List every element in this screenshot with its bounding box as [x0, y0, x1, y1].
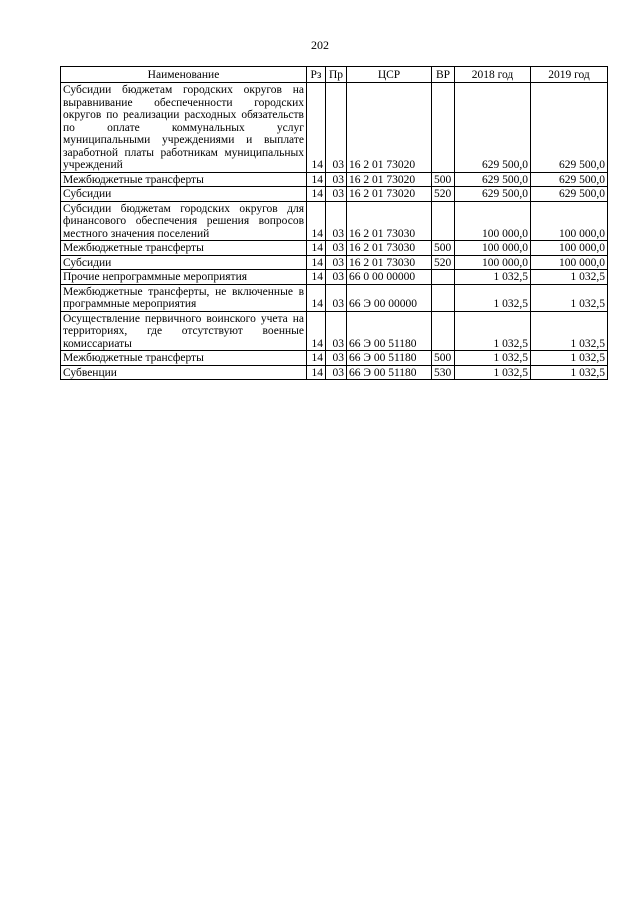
cell-2019: 1 032,5: [531, 311, 608, 351]
cell-pr: 03: [326, 83, 347, 173]
cell-csr: 16 2 01 73020: [347, 172, 432, 187]
cell-2018: 629 500,0: [455, 83, 531, 173]
cell-rz: 14: [307, 311, 326, 351]
header-name: Наименование: [61, 67, 307, 83]
header-csr: ЦСР: [347, 67, 432, 83]
cell-vr: 500: [432, 241, 455, 256]
cell-rz: 14: [307, 172, 326, 187]
cell-pr: 03: [326, 201, 347, 241]
header-rz: Рз: [307, 67, 326, 83]
table-header-row: [61, 67, 608, 83]
cell-2018: 1 032,5: [455, 270, 531, 285]
page-number: 202: [311, 38, 329, 52]
cell-2018: 1 032,5: [455, 365, 531, 380]
cell-vr: 500: [432, 351, 455, 366]
cell-name: Субвенции: [61, 365, 307, 380]
cell-2019: 100 000,0: [531, 255, 608, 270]
cell-csr: 66 Э 00 51180: [347, 351, 432, 366]
table-row: [61, 83, 608, 173]
cell-vr: 520: [432, 187, 455, 202]
table-row: [61, 365, 608, 380]
cell-csr: 16 2 01 73020: [347, 83, 432, 173]
cell-name: Осуществление первичного воинского учета на территориях, где отсутствуют военные комиссариаты: [61, 311, 307, 351]
cell-csr: 16 2 01 73030: [347, 255, 432, 270]
cell-vr: [432, 201, 455, 241]
cell-rz: 14: [307, 365, 326, 380]
table-row: [61, 311, 608, 351]
cell-2018: 1 032,5: [455, 311, 531, 351]
cell-csr: 16 2 01 73030: [347, 241, 432, 256]
cell-pr: 03: [326, 311, 347, 351]
cell-pr: 03: [326, 270, 347, 285]
cell-csr: 66 Э 00 51180: [347, 365, 432, 380]
table-row: [61, 351, 608, 366]
cell-vr: [432, 83, 455, 173]
cell-2019: 1 032,5: [531, 270, 608, 285]
cell-vr: 500: [432, 172, 455, 187]
cell-rz: 14: [307, 241, 326, 256]
cell-2019: 629 500,0: [531, 83, 608, 173]
cell-2018: 100 000,0: [455, 241, 531, 256]
cell-rz: 14: [307, 351, 326, 366]
cell-pr: 03: [326, 365, 347, 380]
cell-rz: 14: [307, 284, 326, 311]
cell-name: Прочие непрограммные мероприятия: [61, 270, 307, 285]
cell-2018: 100 000,0: [455, 255, 531, 270]
cell-name: Субсидии бюджетам городских округов для финансового обеспечения решения вопросов местного значения поселений: [61, 201, 307, 241]
table-row: [61, 241, 608, 256]
cell-2018: 100 000,0: [455, 201, 531, 241]
cell-name: Субсидии: [61, 187, 307, 202]
cell-2019: 629 500,0: [531, 187, 608, 202]
cell-rz: 14: [307, 201, 326, 241]
header-pr: Пр: [326, 67, 347, 83]
cell-csr: 66 Э 00 51180: [347, 311, 432, 351]
cell-vr: 520: [432, 255, 455, 270]
cell-2019: 100 000,0: [531, 241, 608, 256]
table-row: [61, 172, 608, 187]
cell-csr: 16 2 01 73020: [347, 187, 432, 202]
table-row: [61, 201, 608, 241]
cell-2019: 1 032,5: [531, 365, 608, 380]
cell-2019: 1 032,5: [531, 351, 608, 366]
cell-name: Субсидии: [61, 255, 307, 270]
cell-vr: 530: [432, 365, 455, 380]
table-row: [61, 255, 608, 270]
cell-pr: 03: [326, 351, 347, 366]
cell-vr: [432, 270, 455, 285]
cell-name: Субсидии бюджетам городских округов на выравнивание обеспеченности городских округов по реализации расходных обязательств по оплате коммунальных услуг муниципальными учреждениями и выплате заработной платы работникам муниципальных учреждений: [61, 83, 307, 173]
cell-2019: 1 032,5: [531, 284, 608, 311]
cell-2019: 629 500,0: [531, 172, 608, 187]
table-row: [61, 284, 608, 311]
cell-csr: 66 0 00 00000: [347, 270, 432, 285]
header-2019: 2019 год: [531, 67, 608, 83]
cell-name: Межбюджетные трансферты, не включенные в программные мероприятия: [61, 284, 307, 311]
cell-2018: 629 500,0: [455, 187, 531, 202]
cell-csr: 66 Э 00 00000: [347, 284, 432, 311]
cell-2018: 1 032,5: [455, 284, 531, 311]
cell-vr: [432, 284, 455, 311]
table-row: [61, 187, 608, 202]
cell-pr: 03: [326, 187, 347, 202]
cell-rz: 14: [307, 255, 326, 270]
cell-pr: 03: [326, 255, 347, 270]
cell-2019: 100 000,0: [531, 201, 608, 241]
cell-pr: 03: [326, 284, 347, 311]
cell-name: Межбюджетные трансферты: [61, 172, 307, 187]
cell-name: Межбюджетные трансферты: [61, 351, 307, 366]
table-row: [61, 270, 608, 285]
header-2018: 2018 год: [455, 67, 531, 83]
cell-pr: 03: [326, 172, 347, 187]
cell-2018: 1 032,5: [455, 351, 531, 366]
cell-rz: 14: [307, 83, 326, 173]
header-vr: ВР: [432, 67, 455, 83]
cell-rz: 14: [307, 187, 326, 202]
budget-table: [60, 66, 608, 380]
cell-csr: 16 2 01 73030: [347, 201, 432, 241]
cell-vr: [432, 311, 455, 351]
cell-name: Межбюджетные трансферты: [61, 241, 307, 256]
cell-rz: 14: [307, 270, 326, 285]
cell-2018: 629 500,0: [455, 172, 531, 187]
cell-pr: 03: [326, 241, 347, 256]
